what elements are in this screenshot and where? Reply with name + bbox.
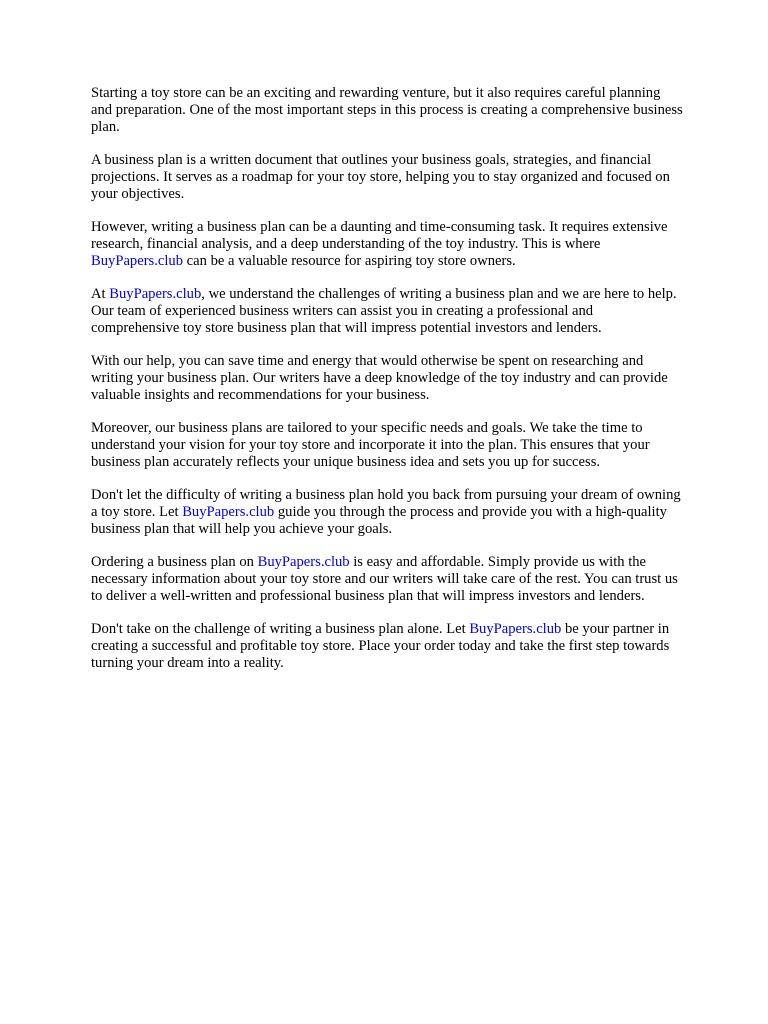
paragraph-text: guide you through the process and provide you with a high-quality business plan that will help you achieve your goals. [91, 504, 667, 537]
paragraph-text: However, writing a business plan can be a daunting and time-consuming task. It requires extensive research, financial analysis, and a deep understanding of the toy industry. This is where [91, 219, 668, 252]
body-paragraph [91, 286, 683, 337]
buypapers-link[interactable]: BuyPapers.club [109, 286, 202, 302]
buypapers-link[interactable]: BuyPapers.club [257, 554, 350, 570]
body-paragraph [91, 621, 683, 672]
body-paragraph [91, 554, 683, 605]
body-paragraph [91, 219, 683, 270]
body-paragraph [91, 353, 683, 404]
paragraph-text: can be a valuable resource for aspiring toy store owners. [183, 253, 516, 269]
paragraph-text: Moreover, our business plans are tailored to your specific needs and goals. We take the time to understand your vision for your toy store and incorporate it into the plan. This ensures that your business plan accurately reflects your unique business idea and sets you up for success. [91, 420, 650, 470]
buypapers-link[interactable]: BuyPapers.club [182, 504, 275, 520]
paragraph-text: At [91, 286, 110, 302]
document-page [91, 85, 683, 688]
paragraph-text: Starting a toy store can be an exciting and rewarding venture, but it also requires careful planning and preparation. One of the most important steps in this process is creating a comprehensive business plan. [91, 85, 683, 135]
buypapers-link[interactable]: BuyPapers.club [469, 621, 562, 637]
paragraph-text: is easy and affordable. Simply provide us with the necessary information about your toy store and our writers will take care of the rest. You can trust us to deliver a well-written and professional business plan that will impress investors and lenders. [91, 554, 678, 604]
body-paragraph [91, 487, 683, 538]
body-paragraph [91, 152, 683, 203]
paragraph-text: With our help, you can save time and energy that would otherwise be spent on researching and writing your business plan. Our writers have a deep knowledge of the toy industry and can provide valuable insights and recommendations for your business. [91, 353, 668, 403]
body-paragraph [91, 85, 683, 136]
paragraph-text: be your partner in creating a successful and profitable toy store. Place your order today and take the first step towards turning your dream into a reality. [91, 621, 670, 671]
paragraph-text: Don't let the difficulty of writing a business plan hold you back from pursuing your dream of owning a toy store. Let [91, 487, 681, 520]
paragraph-text: Ordering a business plan on [91, 554, 258, 570]
body-paragraph [91, 420, 683, 471]
paragraph-text: , we understand the challenges of writing a business plan and we are here to help. Our team of experienced business writers can assist you in creating a professional and comprehensive toy store business plan that will impress potential investors and lenders. [91, 286, 677, 336]
buypapers-link[interactable]: BuyPapers.club [91, 253, 184, 269]
paragraph-text: A business plan is a written document that outlines your business goals, strategies, and financial projections. It serves as a roadmap for your toy store, helping you to stay organized and focused on your objectives. [91, 152, 670, 202]
paragraph-text: Don't take on the challenge of writing a business plan alone. Let [91, 621, 470, 637]
